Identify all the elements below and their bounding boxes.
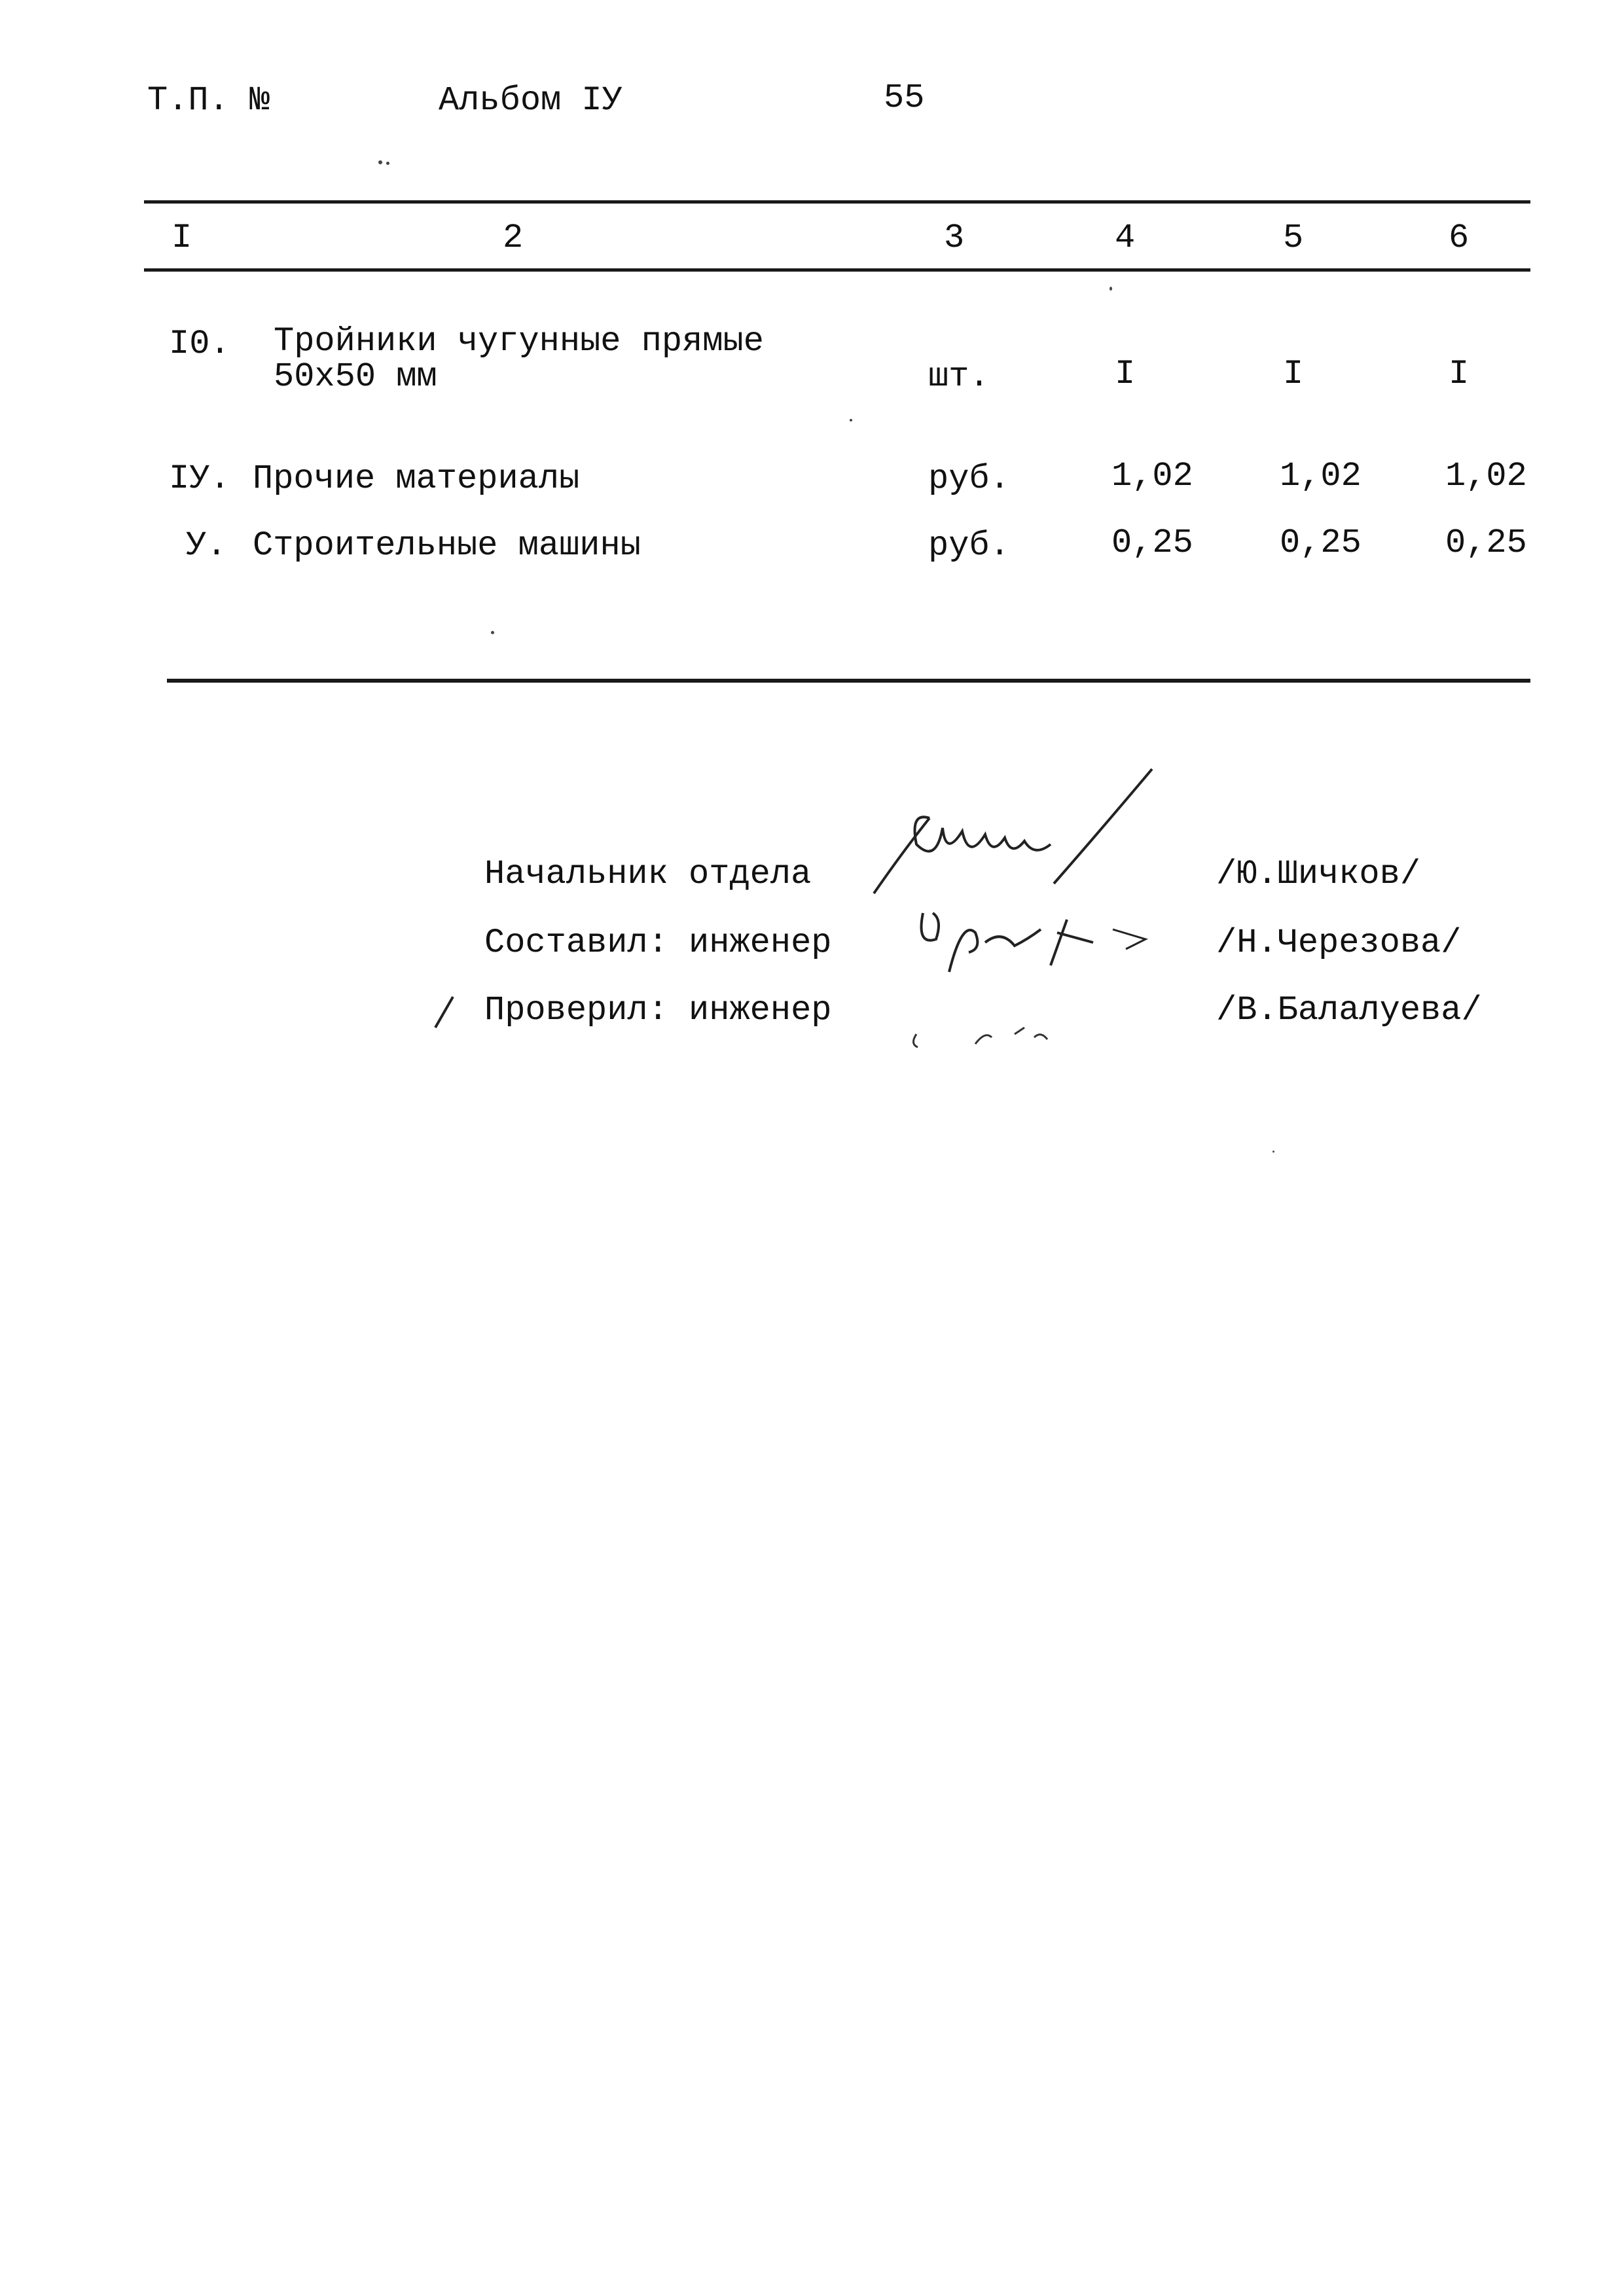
scan-speck [1110, 287, 1112, 291]
column-header-2: 2 [503, 219, 524, 257]
table-bottom-rule [167, 679, 1530, 683]
column-header-6: 6 [1449, 219, 1470, 257]
row-number: I0. [169, 325, 230, 363]
row-name-line1: Тройники чугунные прямые [274, 322, 764, 361]
row-unit: руб. [928, 526, 1010, 565]
column-header-4: 4 [1115, 219, 1136, 257]
row-name-line2: 50х50 мм [274, 357, 437, 396]
row-col4: 0,25 [1111, 524, 1193, 562]
row-name-line1: Строительные машины [253, 526, 641, 565]
signature-role: Проверил: инженер [484, 991, 832, 1030]
column-header-1: I [171, 219, 192, 257]
scan-speck [378, 160, 382, 164]
row-unit: руб. [928, 459, 1010, 498]
row-col6: I [1449, 355, 1470, 393]
signature-name: /Ю.Шичков/ [1216, 855, 1421, 893]
check-mark-icon [432, 992, 458, 1031]
column-header-3: 3 [944, 219, 965, 257]
handwritten-signature-head [864, 766, 1165, 910]
column-header-5: 5 [1283, 219, 1304, 257]
signature-role: Составил: инженер [484, 924, 832, 962]
album-label: Альбом IУ [439, 81, 623, 120]
scan-speck [1272, 1151, 1274, 1153]
handwritten-signature-author [910, 893, 1172, 992]
row-number: IУ. [169, 459, 230, 498]
row-col6: 1,02 [1445, 457, 1527, 495]
page-number: 55 [884, 79, 925, 117]
table-header-rule [144, 268, 1530, 272]
doc-number-label: Т.П. № [147, 81, 270, 120]
row-col5: 0,25 [1280, 524, 1362, 562]
signature-name: /В.Балалуева/ [1216, 991, 1482, 1030]
signature-role: Начальник отдела [484, 855, 812, 893]
row-name-line1: Прочие материалы [253, 459, 580, 498]
handwritten-signature-checker [903, 1008, 1100, 1060]
row-col4: I [1115, 355, 1136, 393]
row-col4: 1,02 [1111, 457, 1193, 495]
row-unit: шт. [928, 357, 990, 396]
scan-speck [850, 419, 852, 422]
scan-speck [491, 631, 494, 634]
row-col5: 1,02 [1280, 457, 1362, 495]
table-top-rule [144, 200, 1530, 204]
scan-speck [386, 162, 389, 165]
row-col6: 0,25 [1445, 524, 1527, 562]
row-col5: I [1283, 355, 1304, 393]
row-number: У. [186, 526, 227, 565]
signature-name: /Н.Черезова/ [1216, 924, 1462, 962]
